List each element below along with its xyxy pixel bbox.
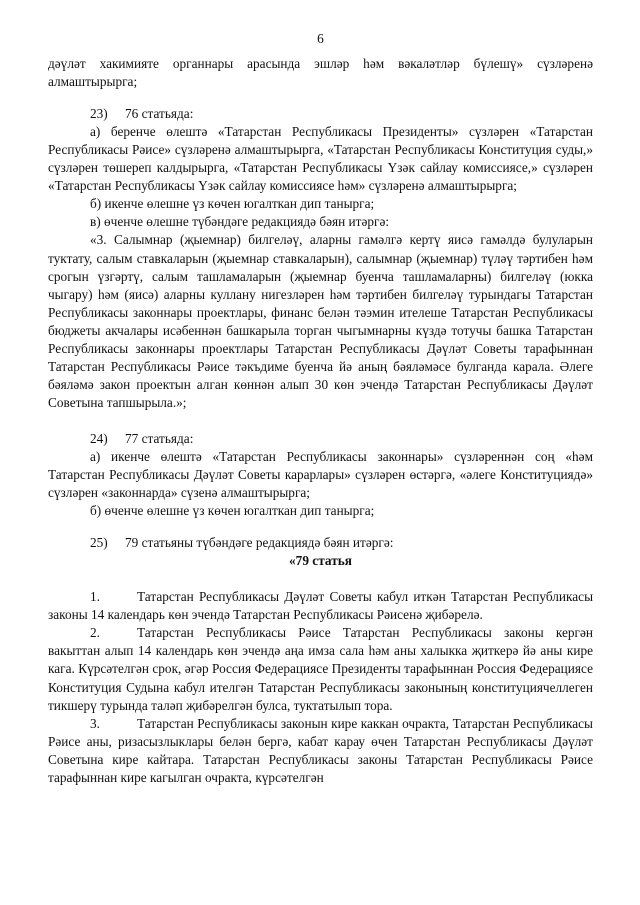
paragraph-continuation: дәүләт хакимияте органнары арасында эшләр һәм вәкаләтләр бүлешү» сүзләренә алмаштырырга; <box>48 56 593 90</box>
item-24-heading <box>48 430 593 448</box>
item-24-a: а) икенче өлештә «Татарстан Республикасы законнары» сүзләреннән соң «һәм Татарстан Республикасы Дәүләт Советы карарлары» сүзләрен өстәргә, «әлеге Конституциядә» сүзләрен «законнарда» сүзенә алмаштырырга; <box>48 448 593 501</box>
article-79-part-2-text: Татарстан Республикасы Рәисе Татарстан Республикасы законы кергән вакыттан алып 14 календарь көн эчендә аңа имза сала һәм аны халыкка җиткерә йә аны кире кага. Күрсәтелгән срок, әгәр Россия Федерациясе Президенты тарафыннан Россия Федерациясе Конституция Судына кабул ителгән Татарстан Республикасы законының конституциячеллеген тикшерү турында таләп җибәрелгән булса, туктатылып тора. <box>48 625 593 713</box>
article-79-title: «79 статья <box>289 553 352 569</box>
page-number: 6 <box>317 31 324 46</box>
item-23-title: 76 статьяда: <box>125 106 194 122</box>
item-25-number: 25) <box>90 535 108 551</box>
article-79-part-1-number: 1. <box>90 589 100 605</box>
article-79-part-1 <box>48 588 593 624</box>
item-23-v: в) өченче өлешне түбәндәге редакциядә бәян итәргә: <box>90 214 390 230</box>
item-23-quote: «3. Салымнар (җыемнар) билгеләү, аларны гамәлгә кертү яисә гамәлдә булуларын туктату, салым ставкаларын (җыемнар ставкаларын), салымнар (җыемнар) түләү тәртибен һәм срогын үзгәртү, салым ташламаларын (җыемнар буенча ташламаларны) билгеләү (юкка чыгару) һәм (яисә) аларны куллану нигезләрен һәм тәртибен билгеләү турындагы Татарстан Республикасы законнары проектлары, финанс белән тәэмин ителеше Татарстан Республикасы бюджеты акчалары исәбеннән башкарыла торган чыгымнарны күздә тотучы башка Татарстан Республикасы законнары проектлары Татарстан Республикасы Дәүләт Советы тарафыннан Татарстан Республикасы Рәисе тәкъдиме буенча йә аның бәяләмәсе булганда карала. Әлеге бәяләмә закон проектын алган көннән алып 30 көн эчендә Татарстан Республикасы Дәүләт Советына тапшырыла.»; <box>48 232 593 410</box>
item-25-title: 79 статьяны түбәндәге редакциядә бәян итәргә: <box>125 535 394 551</box>
item-24-b: б) өченче өлешне үз көчен югалткан дип танырга; <box>90 503 375 519</box>
item-23-a: а) беренче өлештә «Татарстан Республикасы Президенты» сүзләрен «Татарстан Республикасы Рәисе» сүзләренә алмаштырырга, «Татарстан Республикасы Конституция суды,» сүзләрен төшереп калдырырга, «Татарстан Республикасы Үзәк сайлау комиссиясе,» сүзләрен «Татарстан Республикасы Үзәк сайлау комиссиясе һәм» сүзләренә алмаштырырга; <box>48 124 593 194</box>
article-79-part-3-text: Татарстан Республикасы законын кире каккан очракта, Татарстан Республикасы Рәисе аны, ризасызлыклары белән бергә, кабат карау өчен Татарстан Республикасы Дәүләт Советына кире кайтара. Татарстан Республикасы законы Татарстан Республикасы Рәисе тарафыннан кире кагылган очракта, күрсәтелгән <box>48 715 593 785</box>
article-79-part-3 <box>48 715 593 787</box>
article-79-part-1-text: Татарстан Республикасы Дәүләт Советы кабул иткән Татарстан Республикасы законы 14 календарь көн эчендә Татарстан Республикасы Рәисенә җибәрелә. <box>48 589 593 623</box>
item-24-number: 24) <box>90 430 108 446</box>
item-23-number: 23) <box>90 106 108 122</box>
item-23-b: б) икенче өлешне үз көчен югалткан дип танырга; <box>90 196 375 212</box>
item-25-heading <box>48 534 593 552</box>
article-79-part-2 <box>48 624 593 714</box>
item-23-heading <box>48 105 593 123</box>
item-24-title: 77 статьяда: <box>125 430 194 446</box>
article-79-part-3-number: 3. <box>90 715 100 731</box>
article-79-part-2-number: 2. <box>90 625 100 641</box>
